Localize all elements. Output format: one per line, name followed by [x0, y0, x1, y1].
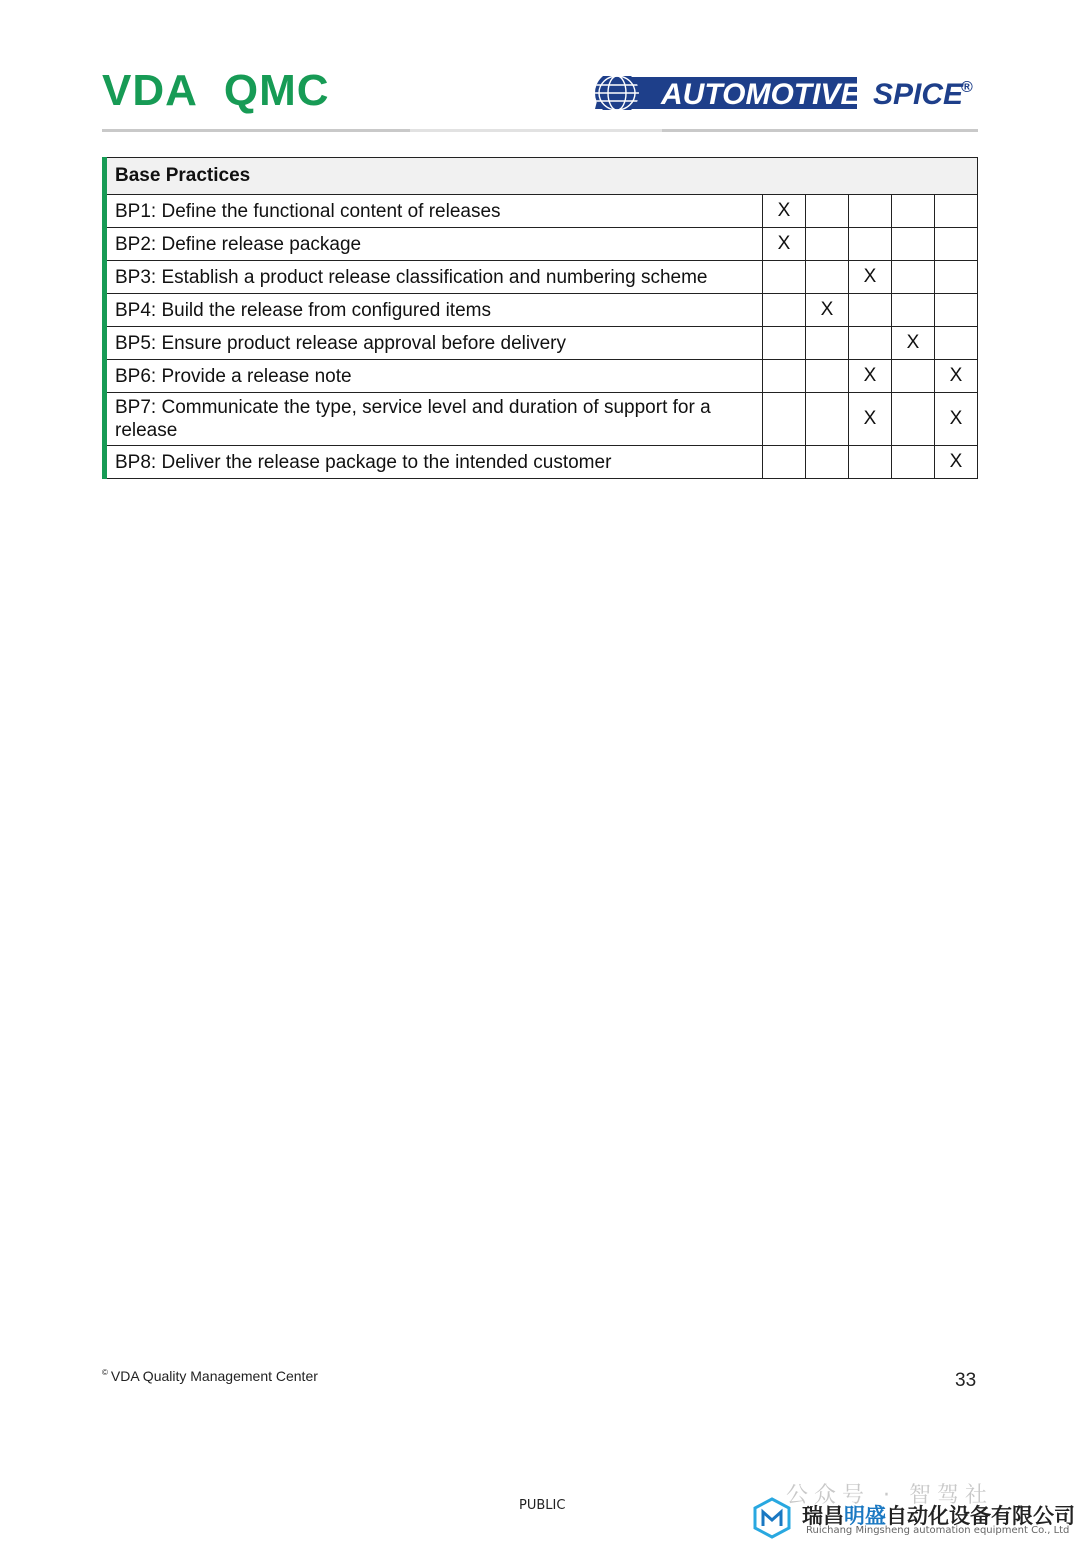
spice-text: SPICE [873, 78, 964, 110]
mark-cell [935, 228, 978, 261]
company-cn-part-b: 明盛 [844, 1504, 886, 1528]
table-row [103, 294, 978, 327]
company-cn-part-a: 瑞昌 [802, 1504, 844, 1528]
mark-cell [763, 294, 806, 327]
table-accent-bar [102, 157, 107, 479]
base-practice-label: BP1: Define the functional content of releases [103, 195, 763, 228]
mark-cell: X [763, 195, 806, 228]
mark-cell [849, 195, 892, 228]
mark-cell [892, 228, 935, 261]
mark-cell [935, 261, 978, 294]
mark-cell [892, 261, 935, 294]
automotive-text: AUTOMOTIVE [661, 78, 861, 110]
footer-copyright [102, 1368, 318, 1384]
mark-cell: X [763, 228, 806, 261]
mark-cell [806, 261, 849, 294]
table-row [103, 393, 978, 446]
mark-cell [806, 393, 849, 446]
mark-cell: X [849, 261, 892, 294]
table-row [103, 446, 978, 479]
vda-qmc-logo [102, 66, 330, 116]
mark-cell [806, 228, 849, 261]
base-practice-label: BP2: Define release package [103, 228, 763, 261]
mark-cell [763, 327, 806, 360]
company-cn-part-c: 自动化设备有限公司 [886, 1504, 1075, 1528]
mark-cell: X [935, 360, 978, 393]
mark-cell [763, 261, 806, 294]
registered-mark: ® [961, 79, 973, 96]
table-row [103, 327, 978, 360]
automotive-spice-logo [595, 76, 980, 110]
mark-cell [763, 360, 806, 393]
base-practices-table [102, 157, 978, 479]
mark-cell [806, 327, 849, 360]
mark-cell [892, 294, 935, 327]
mark-cell [849, 446, 892, 479]
table-row [103, 195, 978, 228]
mark-cell: X [935, 446, 978, 479]
qmc-logo-text: QMC [223, 66, 330, 115]
copyright-symbol: © [102, 1368, 108, 1378]
base-practice-label: BP6: Provide a release note [103, 360, 763, 393]
base-practice-label: BP3: Establish a product release classification and numbering scheme [103, 261, 763, 294]
mark-cell: X [849, 360, 892, 393]
mark-cell: X [849, 393, 892, 446]
mark-cell [849, 228, 892, 261]
table-row [103, 360, 978, 393]
table-row [103, 261, 978, 294]
header-divider-highlight [410, 129, 662, 132]
mark-cell [892, 446, 935, 479]
copyright-text: VDA Quality Management Center [110, 1368, 318, 1384]
table-header: Base Practices [103, 158, 978, 195]
classification-label: PUBLIC [519, 1498, 566, 1513]
watermark-wechat-text: 公众号 · 智驾社 [786, 1483, 993, 1508]
base-practice-label: BP8: Deliver the release package to the intended customer [103, 446, 763, 479]
mark-cell [806, 446, 849, 479]
company-logo-icon [752, 1497, 792, 1539]
mark-cell [763, 446, 806, 479]
page-number: 33 [955, 1370, 977, 1391]
mark-cell [935, 327, 978, 360]
base-practice-label: BP4: Build the release from configured items [103, 294, 763, 327]
base-practice-label: BP7: Communicate the type, service level and duration of support for a release [103, 393, 763, 446]
table-row [103, 228, 978, 261]
mark-cell [763, 393, 806, 446]
base-practice-label: BP5: Ensure product release approval before delivery [103, 327, 763, 360]
mark-cell [892, 360, 935, 393]
vda-logo-text: VDA [102, 66, 198, 115]
mark-cell [849, 294, 892, 327]
table-body [103, 195, 978, 479]
mark-cell: X [806, 294, 849, 327]
mark-cell [935, 195, 978, 228]
mark-cell [806, 360, 849, 393]
mark-cell [892, 195, 935, 228]
mark-cell: X [892, 327, 935, 360]
mark-cell: X [935, 393, 978, 446]
mark-cell [892, 393, 935, 446]
watermark-company-en: Ruichang Mingsheng automation equipment Co., Ltd [806, 1525, 1070, 1536]
mark-cell [806, 195, 849, 228]
mark-cell [935, 294, 978, 327]
mark-cell [849, 327, 892, 360]
